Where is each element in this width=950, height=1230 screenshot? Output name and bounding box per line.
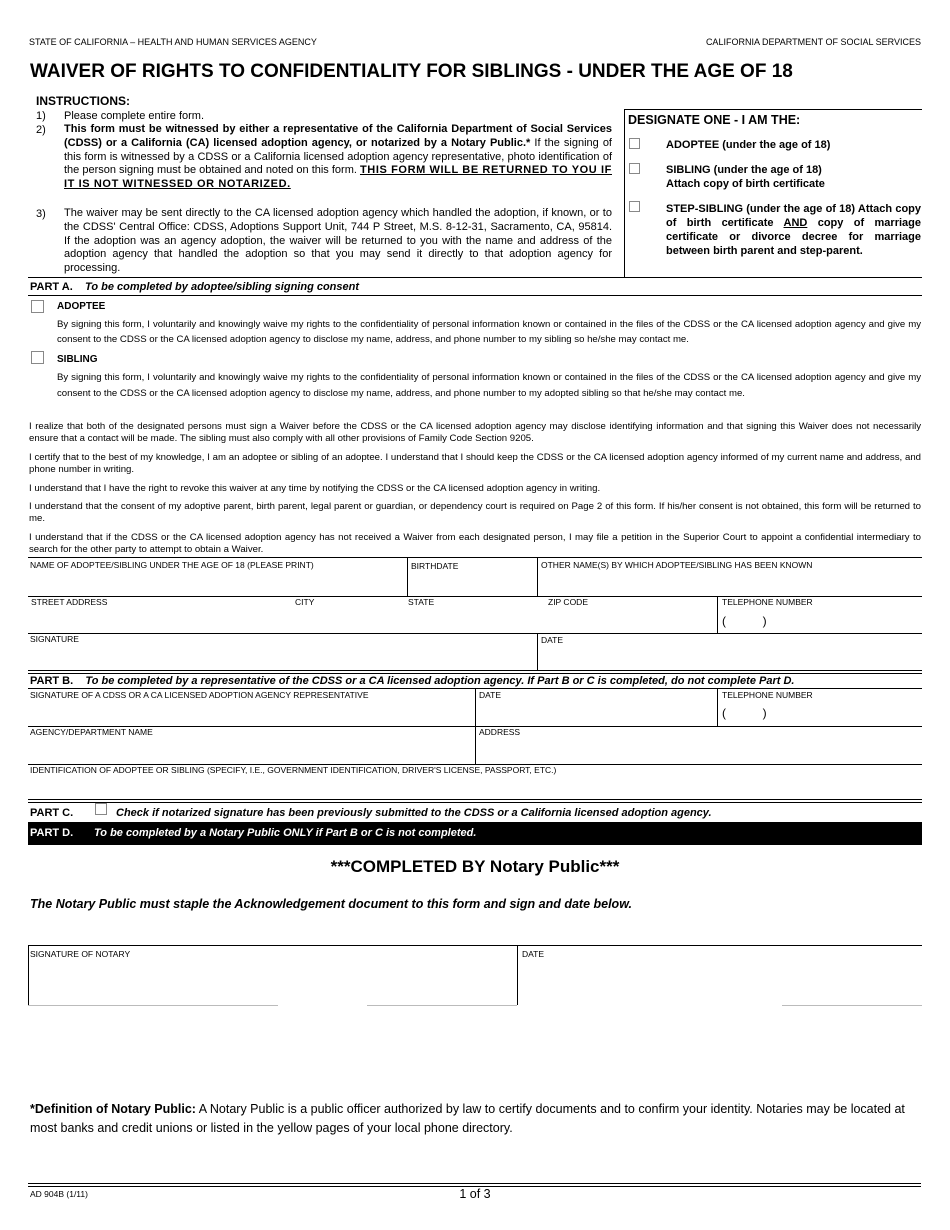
- zip-field-label: ZIP CODE: [548, 597, 588, 607]
- identification-field-label: IDENTIFICATION OF ADOPTEE OR SIBLING (SPECIFY, I.E., GOVERNMENT IDENTIFICATION, DRIVER'S LICENSE, PASSPORT, ETC.): [30, 765, 557, 775]
- adoptee-designate-checkbox[interactable]: [629, 138, 640, 149]
- part-b-label: PART B.: [30, 675, 74, 687]
- notary-definition-text: A Notary Public is a public officer authorized by law to certify documents and to confirm your identity. Notaries may be located at most banks and credit unions or listed in the yellow pages of your local phone directory.: [30, 1102, 905, 1135]
- part-b-top-rule-1: [28, 670, 922, 671]
- notary-box-divider: [517, 945, 518, 1005]
- signature-field[interactable]: [30, 646, 534, 668]
- designate-option-sibling-note: Attach copy of birth certificate: [666, 178, 825, 190]
- acknowledgement-3: I understand that I have the right to revoke this waiver at any time by notifying the CDSS or the CA licensed adoption agency in writing.: [29, 483, 601, 494]
- notary-definition-label: *Definition of Notary Public:: [30, 1102, 196, 1116]
- rep-phone-field[interactable]: ( ): [722, 706, 767, 720]
- agency-field[interactable]: [30, 739, 472, 761]
- completed-by-notary: ***COMPLETED BY Notary Public***: [330, 857, 620, 876]
- part-c-desc: [116, 806, 712, 820]
- sibling-consent-checkbox[interactable]: [31, 351, 44, 364]
- rep-signature-field-label: SIGNATURE OF A CDSS OR A CA LICENSED ADOPTION AGENCY REPRESENTATIVE: [30, 690, 369, 700]
- part-d-desc: [94, 826, 476, 840]
- acknowledgement-2: I certify that to the best of my knowledge, I am an adoptee or sibling of an adoptee. I understand that I should keep the CDSS or the CA licensed adoption agency informed of my current name and address, and phone number in writing.: [29, 452, 921, 475]
- page-title: WAIVER OF RIGHTS TO CONFIDENTIALITY FOR SIBLINGS - UNDER THE AGE OF 18: [30, 61, 793, 82]
- acknowledgement-5: I understand that if the CDSS or the CA licensed adoption agency has not received a Waiver from each designated person, I may file a petition in the Superior Court to appoint a confidential intermediary to search for the other party to attempt to obtain a Waiver.: [29, 532, 921, 555]
- instruction-2-rest: If the signing of this form is witnessed by a CDSS or a California licensed adoption agency representative, photo identification of the person signing must be obtained and noted on this form.: [64, 136, 612, 177]
- name-field[interactable]: [30, 572, 404, 594]
- part-d-desc-text: To be completed by a Notary Public ONLY if Part B or C is not completed.: [94, 827, 477, 839]
- part-b-grid-row2: [28, 726, 922, 727]
- sibling-consent-text: By signing this form, I voluntarily and knowingly waive my rights to the confidentiality of personal information known or contained in the files of the CDSS or the CA licensed adoption agency and give my consent to the CDSS or the CA licensed adoption agency to disclose my name, address, and phone number to my adopted sibling so that he/she may contact me.: [57, 372, 921, 399]
- identification-field[interactable]: [30, 777, 920, 797]
- step-sibling-text-b: copy of marriage certificate or divorce decree for marriage between birth parent and step-parent.: [666, 217, 921, 257]
- instructions-heading: INSTRUCTIONS:: [36, 94, 130, 108]
- part-c-top-rule-2: [28, 802, 922, 803]
- instruction-2-bold: This form must be witnessed by either a representative of the California Department of Social Services (CDSS) or a California (CA) licensed adoption agency, or notarized by a Notary Public.*: [64, 123, 612, 149]
- instruction-2-num: 2): [36, 124, 46, 136]
- notary-definition: [30, 1100, 922, 1138]
- other-names-field[interactable]: [540, 572, 920, 594]
- acknowledgement-4: I understand that the consent of my adoptive parent, birth parent, legal parent or guardian, or dependency court is required on Page 2 of this form. If his/her consent is not obtained, this form will be returned to me.: [29, 501, 921, 524]
- part-a-top-rule: [28, 277, 922, 278]
- part-a-grid-v3: [717, 596, 718, 633]
- part-c-label: PART C.: [30, 807, 74, 819]
- sibling-consent-label: SIBLING: [57, 354, 98, 365]
- notary-date-field[interactable]: [520, 962, 920, 1002]
- instruction-1: Please complete entire form.: [64, 110, 205, 122]
- city-field-label: CITY: [295, 597, 315, 607]
- part-c-checkbox[interactable]: [95, 803, 107, 815]
- rep-signature-field[interactable]: [30, 702, 472, 724]
- part-a-grid-v1: [407, 557, 408, 596]
- part-d-label: PART D.: [30, 827, 74, 839]
- birthdate-field-label: BIRTHDATE: [411, 561, 459, 571]
- name-field-label: NAME OF ADOPTEE/SIBLING UNDER THE AGE OF 18 (PLEASE PRINT): [30, 560, 314, 570]
- other-names-field-label: OTHER NAME(S) BY WHICH ADOPTEE/SIBLING HAS BEEN KNOWN: [541, 560, 813, 570]
- birthdate-field[interactable]: [410, 572, 534, 594]
- instruction-1-num: 1): [36, 110, 46, 122]
- part-c-top-rule-1: [28, 799, 922, 800]
- agency-left: STATE OF CALIFORNIA – HEALTH AND HUMAN SERVICES AGENCY: [29, 37, 317, 47]
- part-a-grid-v2: [537, 557, 538, 596]
- notary-box-bottom-a: [28, 1005, 278, 1006]
- adoptee-consent-label: ADOPTEE: [57, 301, 106, 312]
- part-a-grid-top: [28, 557, 922, 558]
- rep-phone-field-label: TELEPHONE NUMBER: [722, 690, 813, 700]
- address-field[interactable]: [30, 609, 714, 631]
- instruction-2: [64, 123, 612, 192]
- step-sibling-designate-checkbox[interactable]: [629, 201, 640, 212]
- part-b-grid-v2: [717, 688, 718, 726]
- rep-date-field-label: DATE: [479, 690, 502, 700]
- form-id: AD 904B (1/11): [30, 1189, 88, 1199]
- designate-heading: DESIGNATE ONE - I AM THE:: [628, 113, 801, 127]
- part-b-header: [30, 674, 794, 688]
- designate-option-sibling: SIBLING (under the age of 18): [666, 164, 822, 176]
- adoptee-consent-checkbox[interactable]: [31, 300, 44, 313]
- sibling-designate-checkbox[interactable]: [629, 163, 640, 174]
- designate-option-step-sibling: [666, 202, 921, 258]
- page-number: 1 of 3: [459, 1187, 491, 1201]
- notary-date-field-label: DATE: [522, 949, 545, 959]
- part-a-desc: To be completed by adoptee/sibling signing consent: [85, 281, 360, 293]
- instruction-2-warning: THIS FORM WILL BE RETURNED TO YOU IF IT IS NOT WITNESSED OR NOTARIZED.: [64, 164, 612, 191]
- instruction-3: The waiver may be sent directly to the CA licensed adoption agency which handled the adoption, if known, or to the CDSS' Central Office: CDSS, Adoptions Support Unit, 744 P Street, M.S. 8-12-31, Sacramento, CA, 95814. If the adoption was an agency adoption, the waiver will be returned to you with the name and address of the adoption agency that handled the adoption so that you may send it directly to that adoption agency for processing.: [64, 207, 612, 275]
- notary-signature-field-label: SIGNATURE OF NOTARY: [30, 949, 131, 959]
- phone-field-label: TELEPHONE NUMBER: [722, 597, 813, 607]
- part-b-desc: To be completed by a representative of the CDSS or a CA licensed adoption agency. If Part B or C is completed, do not complete Part D.: [85, 675, 795, 687]
- agency-field-label: AGENCY/DEPARTMENT NAME: [30, 727, 153, 737]
- part-a-grid-v4: [537, 633, 538, 670]
- part-c-desc-text: Check if notarized signature has been previously submitted to the CDSS or a California licensed adoption agency.: [116, 807, 712, 819]
- acknowledgement-1: I realize that both of the designated persons must sign a Waiver before the CDSS or the CA licensed adoption agency may disclose identifying information and that signing this Waiver does not necessarily ensure that a contact will be made. The sibling must also comply with all other provisions of Family Code Section 9205.: [29, 421, 921, 444]
- notary-signature-field[interactable]: [30, 962, 514, 1002]
- state-field-label: STATE: [408, 597, 435, 607]
- instruction-3-num: 3): [36, 208, 46, 220]
- part-a-grid-row3: [28, 633, 922, 634]
- staple-note: The Notary Public must staple the Acknowledgement document to this form and sign and date below.: [30, 897, 632, 911]
- date-field-label: DATE: [541, 635, 564, 645]
- part-a-header: [30, 280, 359, 294]
- designate-option-adoptee: ADOPTEE (under the age of 18): [666, 139, 831, 151]
- footer-rule-1: [28, 1183, 921, 1184]
- part-a-label: PART A.: [30, 281, 73, 293]
- agency-address-field[interactable]: [478, 739, 920, 761]
- date-field[interactable]: [540, 646, 920, 668]
- adoptee-consent-text: By signing this form, I voluntarily and knowingly waive my rights to the confidentiality of personal information known or contained in the files of the CDSS or the CA licensed adoption agency and give my consent to the CDSS or the CA licensed adoption agency to disclose my name, address, and phone number to my sibling so he/she may contact me.: [57, 319, 921, 345]
- step-sibling-text-a: STEP-SIBLING (under the age of 18) Attach copy of birth certificate: [666, 203, 921, 229]
- rep-date-field[interactable]: [478, 702, 714, 724]
- notary-box-bottom-c: [782, 1005, 922, 1006]
- part-a-bottom-rule: [28, 295, 922, 296]
- agency-right: CALIFORNIA DEPARTMENT OF SOCIAL SERVICES: [705, 37, 921, 47]
- street-field-label: STREET ADDRESS: [31, 597, 108, 607]
- agency-address-field-label: ADDRESS: [479, 727, 521, 737]
- step-sibling-and: AND: [783, 217, 808, 229]
- phone-field[interactable]: ( ): [722, 614, 767, 628]
- signature-field-label: SIGNATURE: [30, 634, 79, 644]
- notary-box-bottom-b: [367, 1005, 517, 1006]
